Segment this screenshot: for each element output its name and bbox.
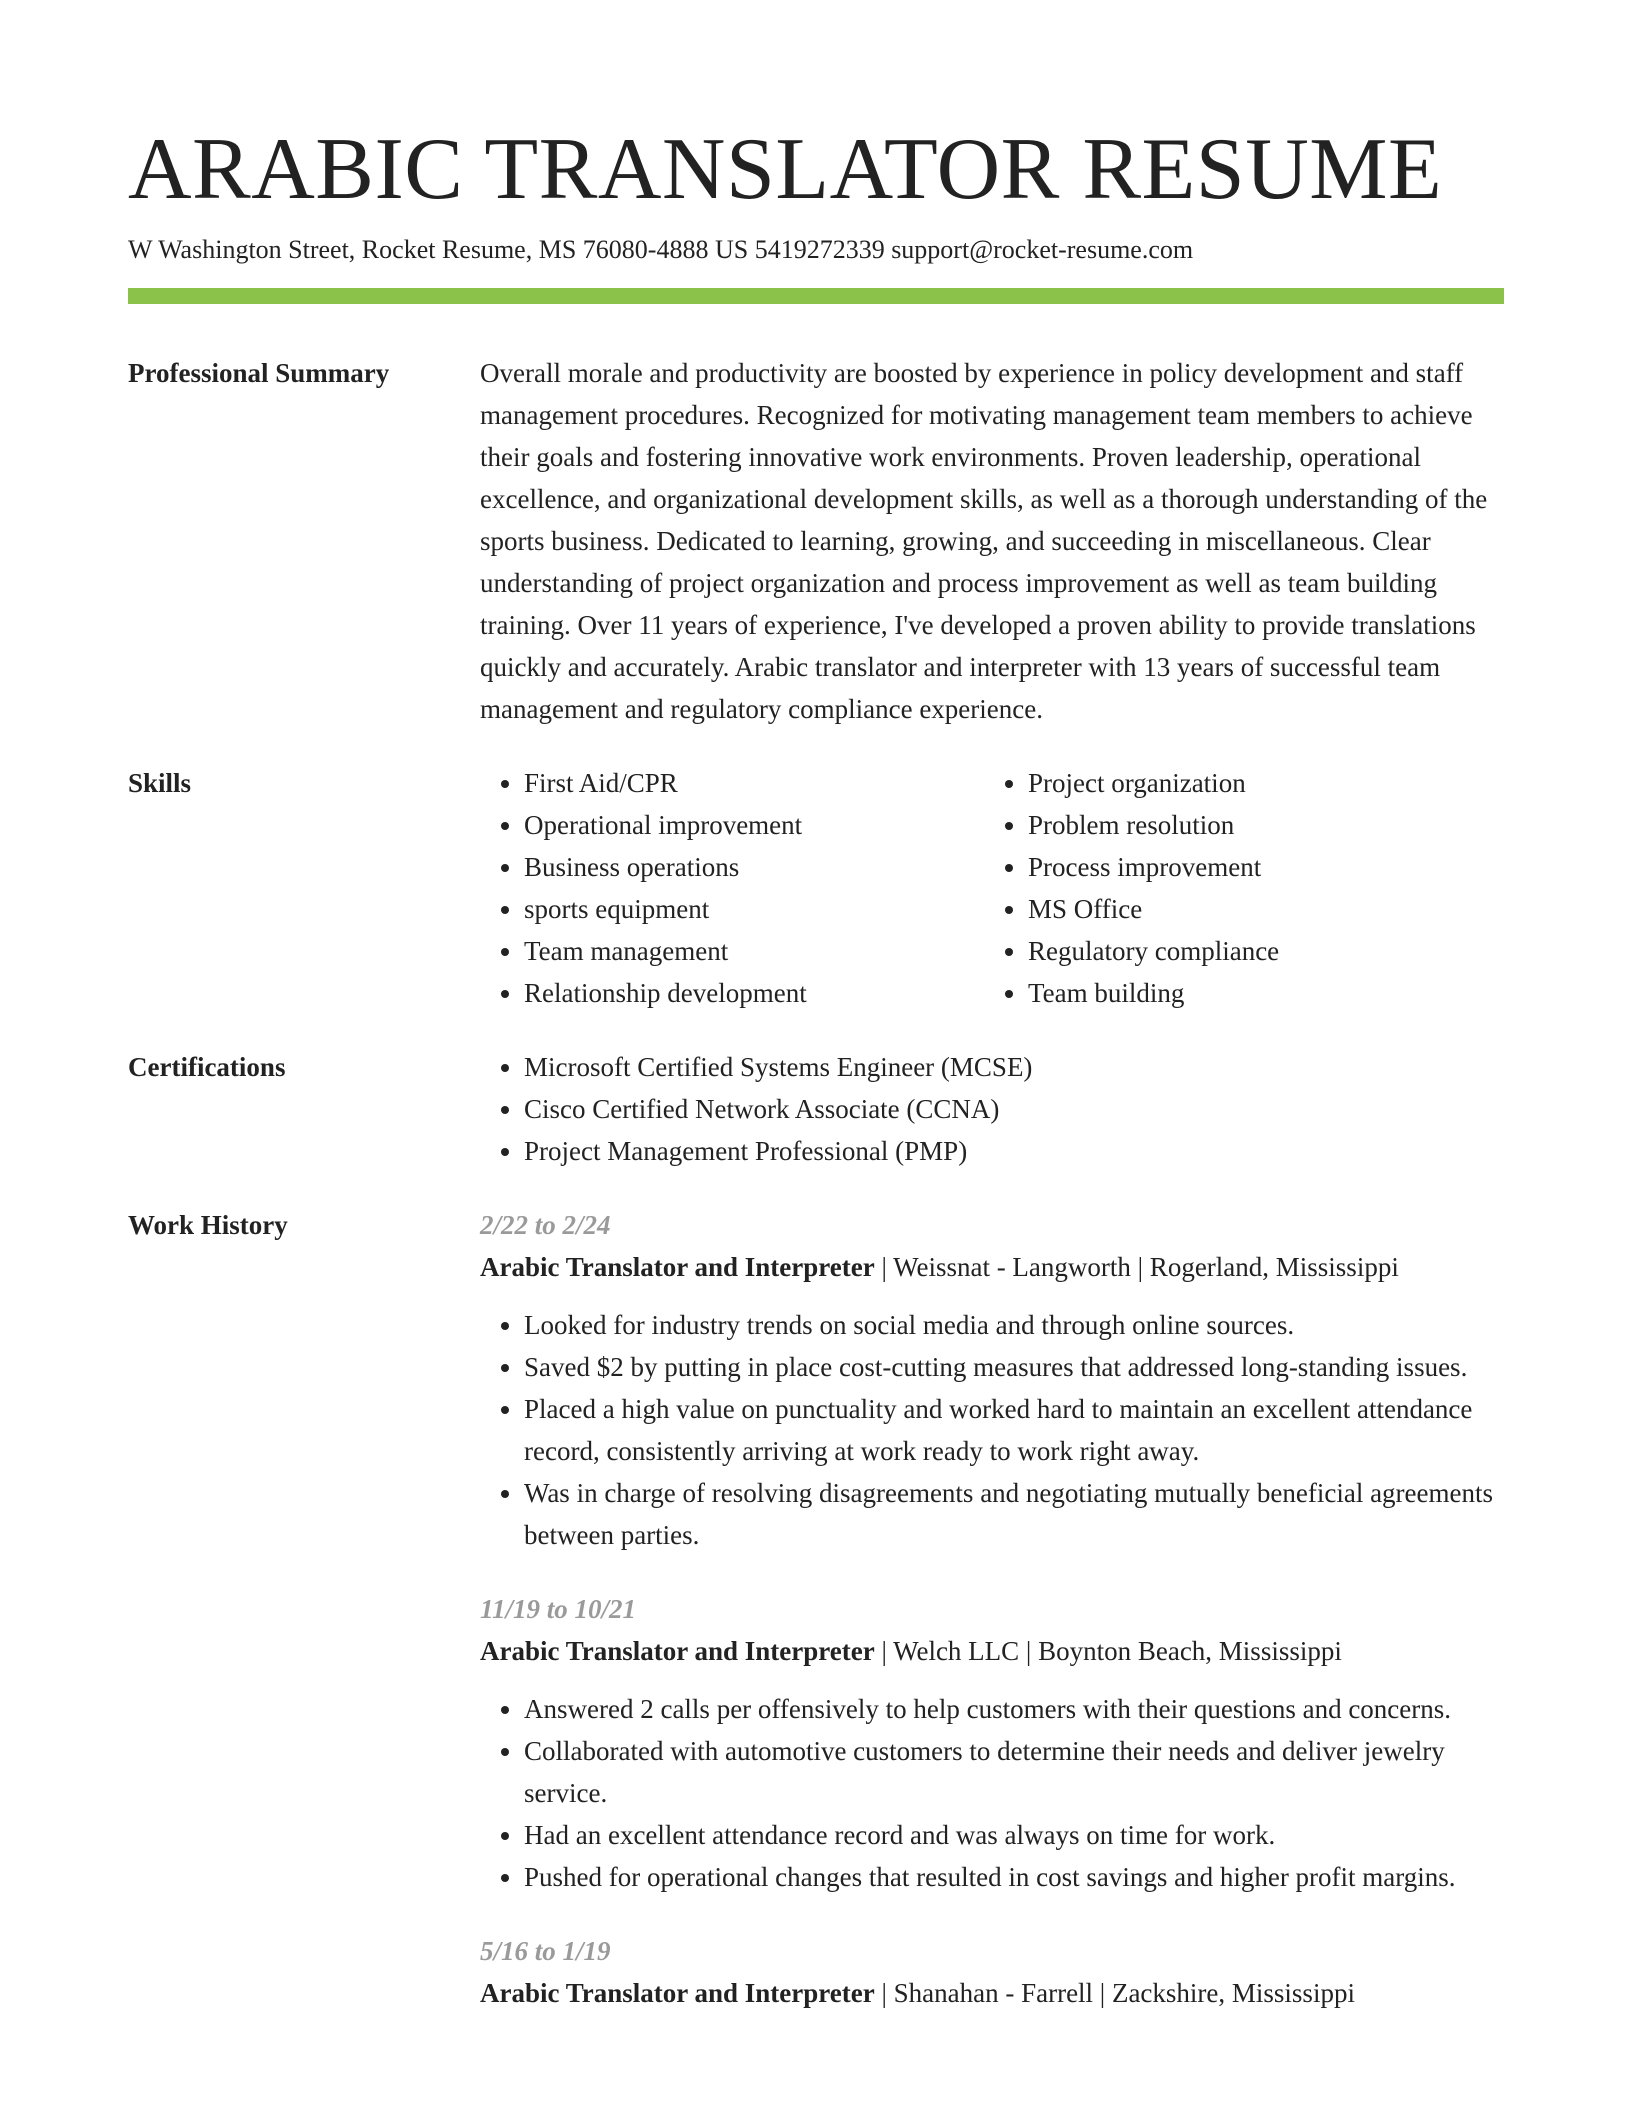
- job-title: Arabic Translator and Interpreter: [480, 1252, 875, 1282]
- job-dates: 2/22 to 2/24: [480, 1210, 611, 1240]
- certifications-section: [128, 1046, 1504, 1172]
- skill-item: • sports equipment: [524, 888, 984, 930]
- job-bullet: • Answered 2 calls per offensively to help customers with their questions and concerns.: [524, 1688, 1504, 1730]
- summary-body: [480, 352, 1504, 730]
- job-bullet: • Placed a high value on punctuality and worked hard to maintain an excellent attendance record, consistently arriving at work ready to work right away.: [524, 1388, 1504, 1472]
- job-entry: [480, 1204, 1504, 1556]
- skills-section: [128, 762, 1504, 1014]
- accent-divider: [128, 288, 1504, 304]
- section-label-skills: Skills: [128, 768, 192, 798]
- skills-grid: [480, 762, 1504, 1014]
- work-history-body: [480, 1204, 1504, 2046]
- section-label-work-history: Work History: [128, 1210, 288, 1240]
- skill-item: • MS Office: [1028, 888, 1488, 930]
- job-bullet: • Had an excellent attendance record and was always on time for work.: [524, 1814, 1504, 1856]
- job-dates: 5/16 to 1/19: [480, 1936, 611, 1966]
- job-bullet: • Pushed for operational changes that resulted in cost savings and higher profit margins.: [524, 1856, 1504, 1898]
- skill-item: • First Aid/CPR: [524, 762, 984, 804]
- skills-column-left: [480, 762, 984, 1014]
- summary-text: Overall morale and productivity are boosted by experience in policy development and staff management procedures. Recognized for motivating management team members to achieve their goals and fostering innovative work environments. Proven leadership, operational excellence, and organizational development skills, as well as a thorough understanding of the sports business. Dedicated to learning, growing, and succeeding in miscellaneous. Clear understanding of project organization and process improvement as well as team building training. Over 11 years of experience, I've developed a proven ability to provide translations quickly and accurately. Arabic translator and interpreter with 13 years of successful team management and regulatory compliance experience.: [480, 358, 1488, 724]
- job-details: | Welch LLC | Boynton Beach, Mississippi: [874, 1636, 1342, 1666]
- skill-item: • Relationship development: [524, 972, 984, 1014]
- skill-item: • Operational improvement: [524, 804, 984, 846]
- job-bullets: [480, 1688, 1504, 1898]
- job-details: | Shanahan - Farrell | Zackshire, Mississippi: [874, 1978, 1355, 2008]
- skills-list-left: [480, 762, 984, 1014]
- job-heading: [480, 1630, 1504, 1672]
- job-heading: [480, 1972, 1504, 2014]
- skills-column-right: [984, 762, 1488, 1014]
- professional-summary-section: [128, 352, 1504, 730]
- skill-item: • Regulatory compliance: [1028, 930, 1488, 972]
- section-label-certifications: Certifications: [128, 1052, 286, 1082]
- job-bullet: • Was in charge of resolving disagreements and negotiating mutually beneficial agreements between parties.: [524, 1472, 1504, 1556]
- job-bullet: • Looked for industry trends on social media and through online sources.: [524, 1304, 1504, 1346]
- skill-item: • Business operations: [524, 846, 984, 888]
- job-entry: [480, 1588, 1504, 1898]
- certification-item: • Cisco Certified Network Associate (CCNA): [524, 1088, 1504, 1130]
- resume-title: ARABIC TRANSLATOR RESUME: [128, 121, 1443, 218]
- skills-list-right: [984, 762, 1488, 1014]
- skill-item: • Problem resolution: [1028, 804, 1488, 846]
- certification-item: • Microsoft Certified Systems Engineer (MCSE): [524, 1046, 1504, 1088]
- job-entry: [480, 1930, 1504, 2014]
- work-history-section: [128, 1204, 1504, 2046]
- job-bullets: [480, 1304, 1504, 1556]
- job-details: | Weissnat - Langworth | Rogerland, Mississippi: [874, 1252, 1399, 1282]
- skill-item: • Project organization: [1028, 762, 1488, 804]
- skill-item: • Process improvement: [1028, 846, 1488, 888]
- job-heading: [480, 1246, 1504, 1288]
- job-bullet: • Collaborated with automotive customers to determine their needs and deliver jewelry service.: [524, 1730, 1504, 1814]
- skill-item: • Team building: [1028, 972, 1488, 1014]
- skill-item: • Team management: [524, 930, 984, 972]
- job-title: Arabic Translator and Interpreter: [480, 1636, 875, 1666]
- job-bullet: • Saved $2 by putting in place cost-cutting measures that addressed long-standing issues.: [524, 1346, 1504, 1388]
- job-title: Arabic Translator and Interpreter: [480, 1978, 875, 2008]
- certification-item: • Project Management Professional (PMP): [524, 1130, 1504, 1172]
- certifications-body: [480, 1046, 1504, 1172]
- section-label-summary: Professional Summary: [128, 358, 390, 388]
- certifications-list: [480, 1046, 1504, 1172]
- job-dates: 11/19 to 10/21: [480, 1594, 637, 1624]
- contact-line: W Washington Street, Rocket Resume, MS 76080-4888 US 5419272339 support@rocket-resume.com: [128, 235, 1194, 264]
